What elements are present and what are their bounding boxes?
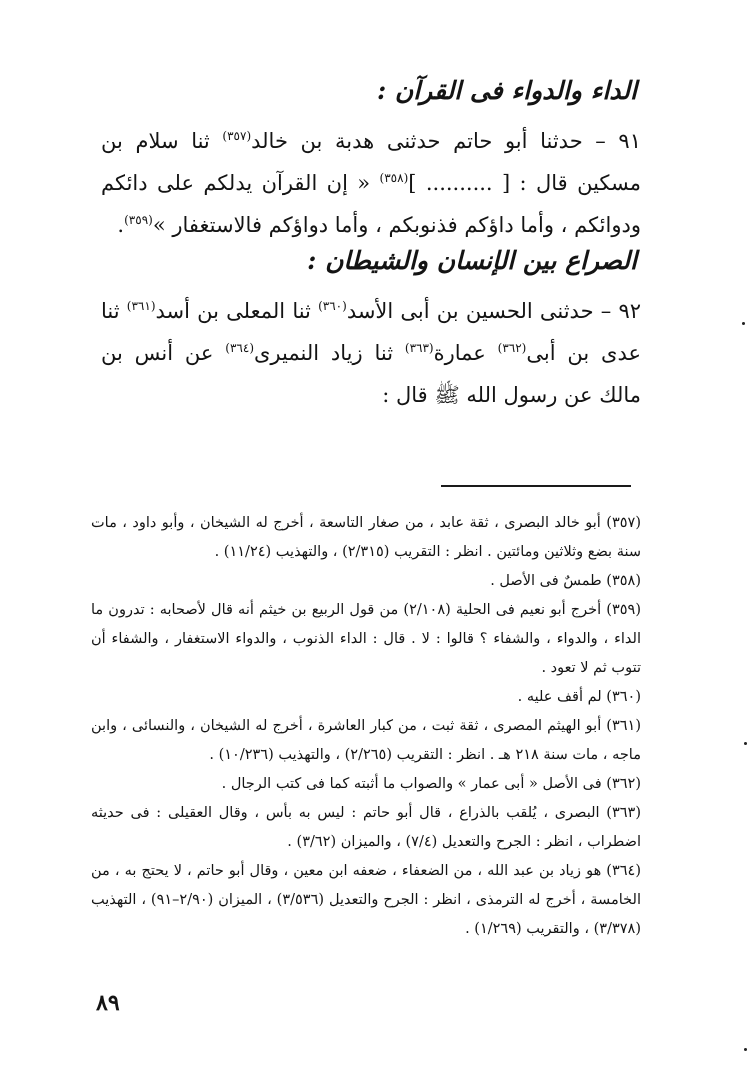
- footnote-ref-358[interactable]: (٣٥٨): [379, 171, 409, 185]
- footnote-ref-364[interactable]: (٣٦٤): [225, 341, 254, 355]
- footnote-ref-363[interactable]: (٣٦٣): [404, 341, 434, 355]
- hadith-91-text: ثنا سلام بن مسكين قال : [ .......... ]: [101, 129, 641, 195]
- page-number: ٨٩: [96, 990, 120, 1016]
- footnote-360: (٣٦٠) لم أقف عليه .: [517, 689, 641, 705]
- section-heading-struggle: الصراع بين الإنسان والشيطان :: [307, 246, 637, 275]
- footnote-ref-357[interactable]: (٣٥٧): [222, 129, 252, 143]
- footnote-357: (٣٥٧) أبو خالد البصرى ، ثقة عابد ، من صغار التاسعة ، أخرج له الشيخان ، وأبو داود ، مات سنة بضع وثلاثين ومائتين . انظر : التقريب (٢/٣١٥) ، والتهذيب (١١/٢٤) .: [91, 515, 641, 560]
- hadith-92-text: ثنا زياد النميرى: [254, 341, 405, 365]
- footnote-364: (٣٦٤) هو زياد بن عبد الله ، من الضعفاء ، ضعفه ابن معين ، وقال أبو حاتم ، لا يحتج به ، من الخامسة ، أخرج له الترمذى ، انظر : الجرح والتعديل (٣/٥٣٦) ، الميزان (٢/٩٠–٩١) ، التهذيب (٣/٣٧٨) ، والتقريب (١/٢٦٩) .: [91, 863, 641, 937]
- hadith-91-paragraph: [101, 120, 641, 246]
- footnote-358: (٣٥٨) طمسٌ فى الأصل .: [490, 573, 641, 589]
- scan-speck: [744, 1048, 747, 1051]
- section-heading-disease-cure: الداء والدواء فى القرآن :: [376, 76, 637, 105]
- scan-speck: [742, 322, 745, 325]
- hadith-91-text: .: [117, 213, 125, 237]
- hadith-92-paragraph: [101, 290, 641, 416]
- hadith-92-text: ثنا عدى بن أبى: [101, 299, 642, 365]
- scan-speck: [744, 742, 747, 745]
- footnote-362: (٣٦٢) فى الأصل « أبى عمار » والصواب ما أثبته كما فى كتب الرجال .: [221, 776, 641, 792]
- footnote-ref-361[interactable]: (٣٦١): [126, 299, 156, 313]
- footnote-359: (٣٥٩) أخرج أبو نعيم فى الحلية (٢/١٠٨) من قول الربيع بن خيثم أنه قال لأصحابه : تدرون ما الداء ، والدواء ، والشفاء ؟ قالوا : لا . قال : الداء الذنوب ، والدواء الاستغفار ، والشفاء أن تتوب ثم لا تعود .: [91, 602, 641, 676]
- hadith-91-text: ٩١ – حدثنا أبو حاتم حدثنى هدبة بن خالد: [251, 129, 641, 153]
- hadith-92-text: عن أنس بن مالك عن رسول الله ﷺ قال :: [101, 341, 641, 407]
- hadith-92-text: ٩٢ – حدثنى الحسين بن أبى الأسد: [346, 299, 641, 323]
- footnote-363: (٣٦٣) البصرى ، يُلقب بالذراع ، قال أبو حاتم : ليس به بأس ، وقال العقيلى : فى حديثه اضطراب ، انظر : الجرح والتعديل (٧/٤) ، والميزان (٣/٦٢) .: [91, 805, 641, 850]
- footnotes-block: [91, 509, 641, 944]
- footnote-ref-360[interactable]: (٣٦٠): [318, 299, 347, 313]
- hadith-91-text: « إن القرآن يدلكم على دائكم ودوائكم ، وأما داؤكم فذنوبكم ، وأما دواؤكم فالاستغفار »: [101, 171, 641, 237]
- footnote-ref-359[interactable]: (٣٥٩): [124, 213, 153, 227]
- hadith-92-text: عمارة: [433, 341, 498, 365]
- footnote-ref-362[interactable]: (٣٦٢): [497, 341, 527, 355]
- footnote-separator-rule: [441, 485, 631, 487]
- footnote-361: (٣٦١) أبو الهيثم المصرى ، ثقة ثبت ، من كبار العاشرة ، أخرج له الشيخان ، والنسائى ، وابن ماجه ، مات سنة ٢١٨ هـ . انظر : التقريب (٢/٢٦٥) ، والتهذيب (١٠/٢٣٦) .: [91, 718, 641, 763]
- hadith-92-text: ثنا المعلى بن أسد: [155, 299, 319, 323]
